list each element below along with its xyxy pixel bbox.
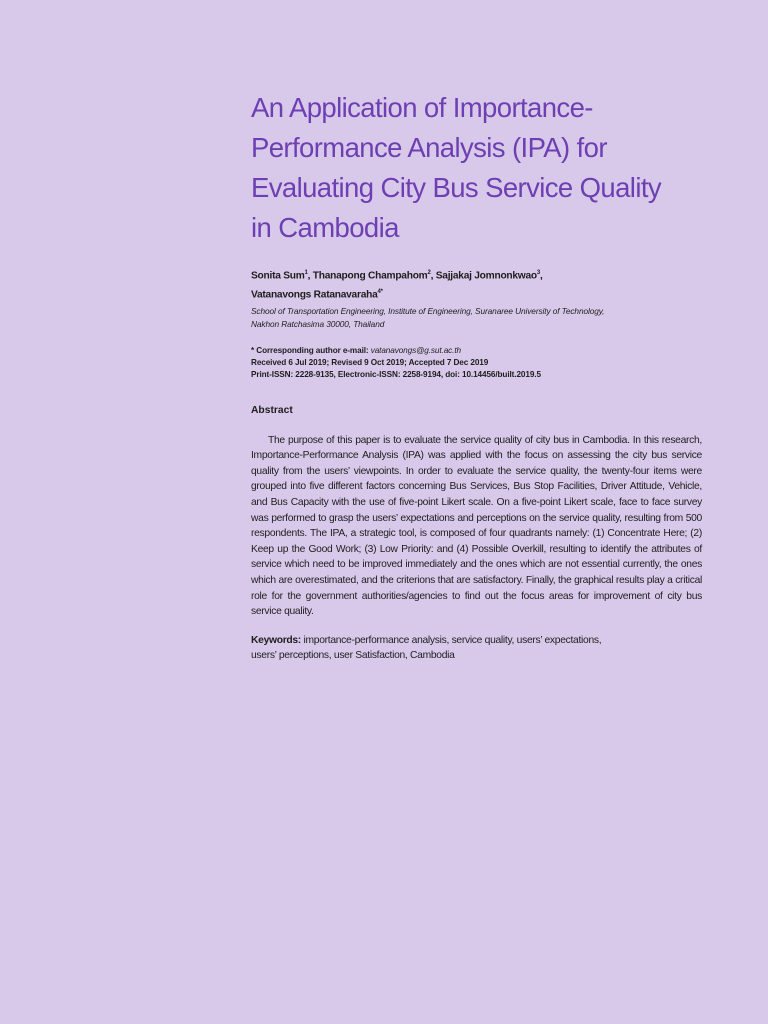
affiliation-line: Nakhon Ratchasima 30000, Thailand [251,319,385,330]
corresponding-label: * Corresponding author e-mail: [251,345,371,355]
paper-front-page [251,88,702,664]
author-affil-marker: 1 [304,270,308,276]
abstract-body: The purpose of this paper is to evaluate the service quality of city bus in Cambodia. In this research, Importance-Performance Analysis (IPA) was applied with the focus on assessing the city bus service quality from the users’ viewpoints. In order to evaluate the service quality, the twenty-four items were grouped into five different factors concerning Bus Services, Bus Stop Facilities, Driver Attitude, Vehicle, and Bus Capacity with the use of five-point Likert scale. On a five-point Likert scale, face to face survey was performed to grasp the users’ expectations and perceptions on the service quality, resulting from 500 respondents. The IPA, a strategic tool, is composed of four quadrants namely: (1) Concentrate Here; (2) Keep up the Good Work; (3) Low Priority: and (4) Possible Overkill, resulting to identify the attributes of service which need to be improved immediately and the ones which are not essential currently, the ones which are overestimated, and the criterions that are satisfactory. Finally, the graphical results play a critical role for the government authorities/agencies to find out the focus areas for improvement of city bus service quality. [251,434,702,618]
keywords-label: Keywords: [251,634,301,646]
author-name: , Thanapong Champahom [307,270,428,282]
corresponding-email: vatanavongs@g.sut.ac.th [370,345,461,355]
issn-doi: Print-ISSN: 2228-9135, Electronic-ISSN: 2258-9194, doi: 10.14456/built.2019.5 [251,370,541,380]
author-list [251,265,702,304]
title-line: in Cambodia [251,212,399,243]
article-dates: Received 6 Jul 2019; Revised 9 Oct 2019; Accepted 7 Dec 2019 [251,358,489,368]
author-affil-marker: 3 [536,270,540,276]
affiliation [251,305,702,332]
author-name: , Sajjakaj Jomnonkwao [430,270,537,282]
author-line-1 [251,265,702,284]
abstract-heading: Abstract [251,404,293,416]
paper-title [251,88,702,248]
author-separator: , [539,270,543,282]
title-line: Performance Analysis (IPA) for [251,132,607,163]
author-name: Sonita Sum [251,270,305,282]
title-line: An Application of Importance- [251,92,593,123]
author-affil-marker: 2 [427,270,431,276]
affiliation-line: School of Transportation Engineering, Institute of Engineering, Suranaree University of Technology, [251,305,605,316]
author-affil-marker: 4* [377,289,383,296]
keywords [251,633,702,664]
keywords-line-2: users’ perceptions, user Satisfaction, Cambodia [251,650,455,662]
author-name: Vatanavongs Ratanavaraha [251,289,378,301]
keywords-text: importance-performance analysis, service quality, users’ expectations, [300,634,602,646]
author-line-2 [251,284,702,303]
article-metadata [251,345,702,382]
corresponding-author [251,345,702,357]
keywords-line-1 [251,633,702,649]
title-line: Evaluating City Bus Service Quality [251,172,662,203]
